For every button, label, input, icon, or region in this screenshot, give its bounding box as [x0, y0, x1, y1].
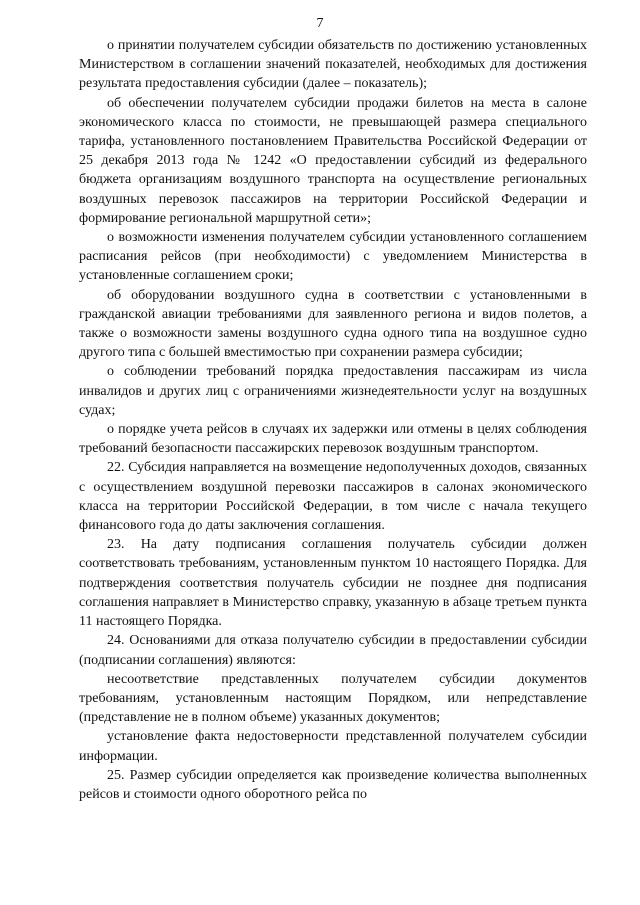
paragraph-refusal-ground-2: установление факта недостоверности представленной получателем субсидии информации.: [79, 729, 587, 764]
paragraph-item-24: 24. Основаниями для отказа получателю субсидии в предоставлении субсидии (подписании соглашения) являются:: [79, 633, 587, 668]
paragraph-item-22: 22. Субсидия направляется на возмещение недополученных доходов, связанных с осуществлением воздушной перевозки пассажиров в салонах экономического класса на территории Российской Федерации, в том числе с начала текущего финансового года до даты заключения соглашения.: [79, 460, 587, 534]
paragraph-disabled-passengers: о соблюдении требований порядка предоставления пассажирам из числа инвалидов и других лиц с ограничениями жизнедеятельности услуг на воздушных судах;: [79, 364, 587, 418]
page-number: 7: [316, 16, 324, 31]
paragraph-item-25: 25. Размер субсидии определяется как произведение количества выполненных рейсов и стоимости одного оборотного рейса по: [79, 767, 587, 802]
paragraph-aircraft-equipment: об оборудовании воздушного судна в соответствии с установленными в гражданской авиации требованиями для заявленного региона и видов полетов, а также о возможности замены воздушного судна одного типа на воздушное судно другого типа с большей вместимостью при сохранении размера субсидии;: [79, 287, 587, 361]
document-body: [79, 36, 587, 804]
paragraph-item-23: 23. На дату подписания соглашения получатель субсидии должен соответствовать требованиям, установленным пунктом 10 настоящего Порядка. Для подтверждения соответствия получатель субсидии не позднее дня подписания соглашения направляет в Министерство справку, указанную в абзаце третьем пункта 11 настоящего Порядка.: [79, 537, 587, 630]
paragraph-refusal-ground-1: несоответствие представленных получателем субсидии документов требованиям, установленным настоящим Порядком, или непредставление (представление не в полном объеме) указанных документов;: [79, 671, 587, 726]
paragraph-flight-accounting: о порядке учета рейсов в случаях их задержки или отмены в целях соблюдения требований безопасности пассажирских перевозок воздушным транспортом.: [79, 422, 587, 457]
paragraph-obligations: о принятии получателем субсидии обязательств по достижению установленных Министерством в соглашении значений показателей, необходимых для достижения результата предоставления субсидии (далее – показатель);: [79, 38, 587, 92]
paragraph-ticket-sales: об обеспечении получателем субсидии продажи билетов на места в салоне экономического класса по стоимости, не превышающей размера специального тарифа, установленного постановлением Правительства Российской Федерации от 25 декабря 2013 года № 1242 «О предоставлении субсидий из федерального бюджета организациям воздушного транспорта на осуществление региональных воздушных перевозок пассажиров на территории Российской Федерации и формирование региональной маршрутной сети»;: [79, 95, 587, 226]
paragraph-schedule-change: о возможности изменения получателем субсидии установленного соглашением расписания рейсов (при необходимости) с уведомлением Министерства в установленные соглашением сроки;: [79, 230, 587, 284]
